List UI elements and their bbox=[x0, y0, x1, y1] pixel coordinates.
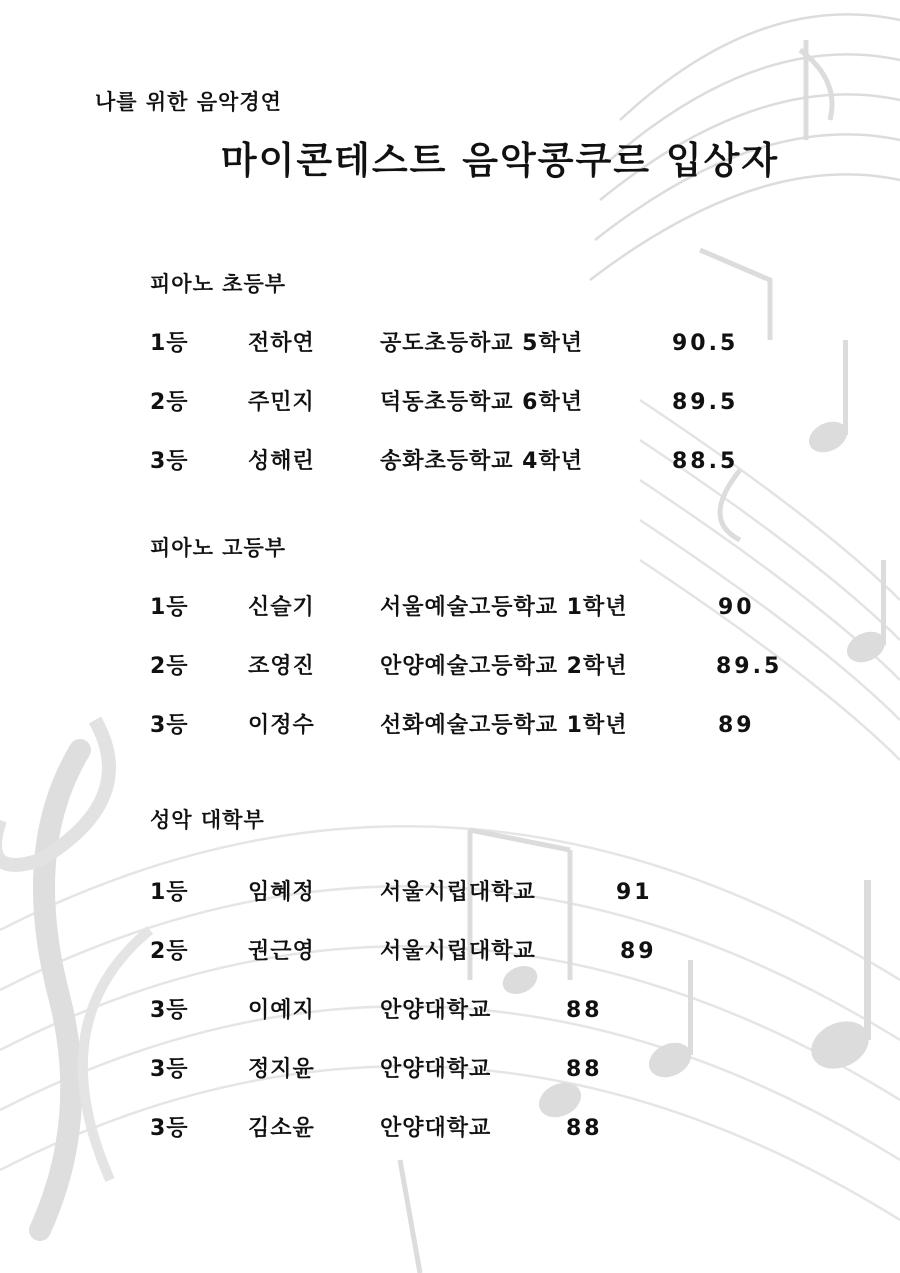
score: 90.5 bbox=[672, 331, 739, 356]
winner-row bbox=[150, 937, 657, 967]
winner-row bbox=[150, 711, 755, 741]
school: 안양대학교 bbox=[380, 1116, 492, 1141]
winner-name: 이정수 bbox=[248, 713, 315, 738]
rank: 3등 bbox=[150, 713, 189, 738]
school: 안양대학교 bbox=[380, 1057, 492, 1082]
winner-name: 성해린 bbox=[248, 449, 315, 474]
school: 선화예술고등학교 1학년 bbox=[380, 713, 628, 738]
winner-row bbox=[150, 388, 739, 418]
winner-name: 신슬기 bbox=[248, 595, 315, 620]
score: 90 bbox=[718, 595, 755, 620]
winner-row bbox=[150, 878, 653, 908]
winner-row bbox=[150, 593, 755, 623]
event-subtitle: 나를 위한 음악경연 bbox=[95, 90, 282, 114]
winner-row bbox=[150, 329, 739, 359]
school: 송화초등학교 4학년 bbox=[380, 449, 583, 474]
winner-row bbox=[150, 652, 783, 682]
section-title: 피아노 초등부 bbox=[150, 272, 287, 296]
winner-name: 권근영 bbox=[248, 939, 315, 964]
rank: 1등 bbox=[150, 880, 189, 905]
page-title: 마이콘테스트 음악콩쿠르 입상자 bbox=[220, 139, 780, 182]
school: 서울예술고등학교 1학년 bbox=[380, 595, 628, 620]
score: 89.5 bbox=[716, 654, 783, 679]
score: 89 bbox=[620, 939, 657, 964]
rank: 1등 bbox=[150, 595, 189, 620]
winner-name: 조영진 bbox=[248, 654, 315, 679]
winner-name: 전하연 bbox=[248, 331, 315, 356]
school: 덕동초등학교 6학년 bbox=[380, 390, 583, 415]
winner-row bbox=[150, 1114, 603, 1144]
school: 공도초등하교 5학년 bbox=[380, 331, 583, 356]
score: 88.5 bbox=[672, 449, 739, 474]
score: 88 bbox=[566, 1057, 603, 1082]
score: 89.5 bbox=[672, 390, 739, 415]
rank: 3등 bbox=[150, 1116, 189, 1141]
rank: 3등 bbox=[150, 1057, 189, 1082]
score: 89 bbox=[718, 713, 755, 738]
school: 서울시립대학교 bbox=[380, 939, 536, 964]
score: 88 bbox=[566, 998, 603, 1023]
section-vocal-university bbox=[150, 805, 657, 1173]
school: 안양예술고등학교 2학년 bbox=[380, 654, 628, 679]
rank: 3등 bbox=[150, 449, 189, 474]
winner-row bbox=[150, 447, 739, 477]
winner-name: 이예지 bbox=[248, 998, 315, 1023]
winner-name: 임혜정 bbox=[248, 880, 315, 905]
winner-row bbox=[150, 1055, 603, 1085]
section-title: 피아노 고등부 bbox=[150, 536, 287, 560]
school: 서울시립대학교 bbox=[380, 880, 536, 905]
section-title: 성악 대학부 bbox=[150, 808, 265, 832]
rank: 2등 bbox=[150, 939, 189, 964]
score: 91 bbox=[616, 880, 653, 905]
rank: 2등 bbox=[150, 390, 189, 415]
school: 안양대학교 bbox=[380, 998, 492, 1023]
rank: 1등 bbox=[150, 331, 189, 356]
score: 88 bbox=[566, 1116, 603, 1141]
winner-name: 김소윤 bbox=[248, 1116, 315, 1141]
winner-row bbox=[150, 996, 603, 1026]
section-piano-high-school bbox=[150, 533, 783, 770]
rank: 3등 bbox=[150, 998, 189, 1023]
rank: 2등 bbox=[150, 654, 189, 679]
section-piano-elementary bbox=[150, 269, 739, 506]
winner-name: 정지윤 bbox=[248, 1057, 315, 1082]
winner-name: 주민지 bbox=[248, 390, 315, 415]
